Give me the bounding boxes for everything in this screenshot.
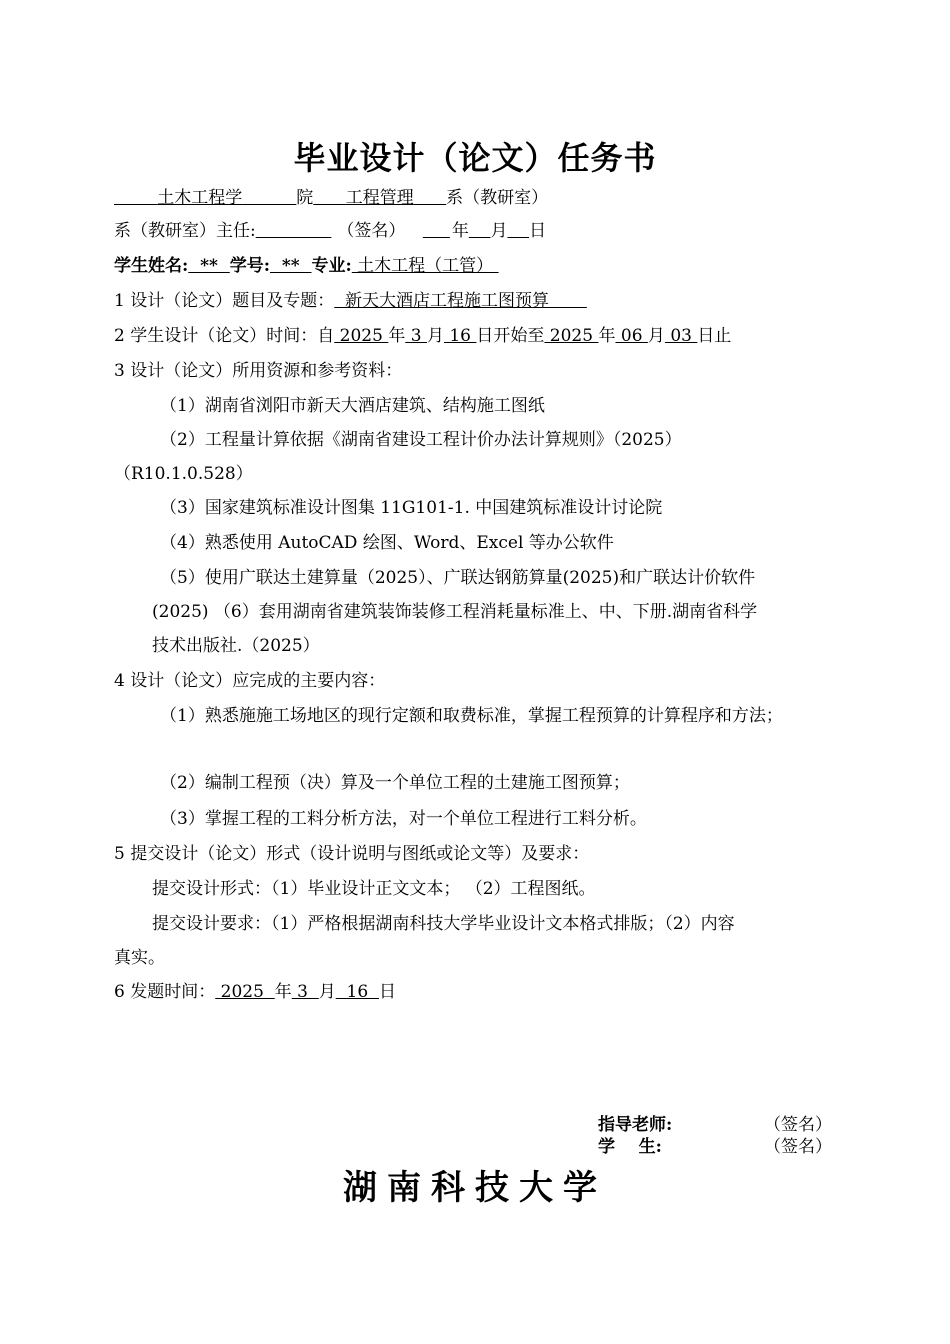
section-5-label: 5 提交设计（论文）形式（设计说明与图纸或论文等）及要求： (114, 844, 590, 864)
director-month-label: 月 (490, 221, 508, 241)
college-dept-line (114, 187, 548, 209)
start-day-text: 日开始至 (476, 326, 545, 346)
section-1-line (114, 290, 587, 312)
student-sign-note: （签名） (764, 1137, 832, 1157)
issue-day-label: 日 (379, 982, 396, 1002)
student-sign-label: 学 生: (598, 1137, 662, 1157)
submission-requirements-continuation: 真实。 (114, 948, 165, 968)
advisor-label: 指导老师: (598, 1115, 673, 1135)
director-year-label: 年 (451, 221, 469, 241)
section-3-label: 3 设计（论文）所用资源和参考资料： (114, 361, 403, 381)
college-suffix: 院 (296, 188, 314, 208)
end-month: 06 (615, 326, 648, 346)
director-year-blank (423, 221, 450, 241)
director-sign-note: （签名） (337, 221, 406, 241)
content-item: （2）编制工程预（决）算及一个单位工程的土建施工图预算； (160, 773, 630, 793)
submission-requirements: 提交设计要求：（1）严格根据湖南科技大学毕业设计文本格式排版；（2）内容 (152, 914, 735, 934)
director-label: 系（教研室）主任: (114, 221, 256, 241)
student-info-line (114, 255, 499, 277)
thesis-topic: 新天大酒店工程施工图预算 (334, 291, 587, 311)
student-id-label: 学号: (229, 256, 271, 276)
director-day-label: 日 (529, 221, 547, 241)
advisor-sign-note: （签名） (764, 1115, 832, 1135)
major-value: 土木工程（工管） (351, 256, 499, 276)
section-4-label: 4 设计（论文）应完成的主要内容： (114, 671, 386, 691)
issue-year-label: 年 (274, 982, 292, 1002)
issue-year: 2025 (215, 982, 275, 1002)
start-year: 2025 (334, 326, 389, 346)
college-lead-blank (114, 188, 157, 208)
resource-item-continuation: （R10.1.0.528） (114, 464, 253, 484)
end-year-label: 年 (598, 326, 616, 346)
content-item: （1）熟悉施施工场地区的现行定额和取费标准，掌握工程预算的计算程序和方法； (160, 706, 783, 726)
director-line (114, 220, 546, 242)
end-month-label: 月 (647, 326, 665, 346)
director-signature-blank (256, 221, 332, 241)
resource-item: （3）国家建筑标准设计图集 11G101-1. 中国建筑标准设计讨论院 (160, 498, 663, 518)
department-suffix: 系（教研室） (446, 188, 549, 208)
start-month: 3 (405, 326, 427, 346)
resource-item: （1）湖南省浏阳市新天大酒店建筑、结构施工图纸 (160, 396, 545, 416)
director-day-blank (507, 221, 529, 241)
start-year-label: 年 (388, 326, 406, 346)
section-6-label: 6 发题时间： (114, 982, 216, 1002)
section-6-line (114, 981, 396, 1003)
end-day: 03 (664, 326, 698, 346)
university-name: 湖南科技大学 (343, 1168, 607, 1208)
content-item: （3）掌握工程的工料分析方法，对一个单位工程进行工料分析。 (160, 809, 647, 829)
major-label: 专业: (311, 256, 352, 276)
department-name: 工程管理 (345, 188, 414, 208)
issue-day: 16 (335, 982, 379, 1002)
resource-item-continuation: 技术出版社.（2025） (152, 636, 320, 656)
college-trail-blank (242, 188, 296, 208)
start-day: 16 (443, 326, 477, 346)
submission-form: 提交设计形式：（1）毕业设计正文文本； （2）工程图纸。 (152, 879, 596, 899)
section-2-label: 2 学生设计（论文）时间：自 (114, 326, 335, 346)
dept-lead-blank (313, 188, 345, 208)
document-title: 毕业设计（论文）任务书 (293, 139, 657, 177)
student-name-label: 学生姓名: (114, 256, 189, 276)
college-name: 土木工程学 (157, 188, 243, 208)
end-day-text: 日止 (697, 326, 732, 346)
start-month-label: 月 (426, 326, 444, 346)
director-month-blank (469, 221, 491, 241)
issue-month-label: 月 (318, 982, 336, 1002)
resource-item: （2）工程量计算依据《湖南省建设工程计价办法计算规则》（2025） (160, 430, 682, 450)
section-1-label: 1 设计（论文）题目及专题： (114, 291, 335, 311)
resource-item: （4）熟悉使用 AutoCAD 绘图、Word、Excel 等办公软件 (160, 533, 614, 553)
resource-item: （5）使用广联达土建算量（2025）、广联达钢筋算量(2025)和广联达计价软件 (160, 568, 756, 588)
student-id-value: ** (270, 256, 312, 276)
end-year: 2025 (544, 326, 599, 346)
dept-trail-blank (414, 188, 446, 208)
section-2-line (114, 325, 731, 347)
resource-item: (2025) （6）套用湖南省建筑装饰装修工程消耗量标准上、中、下册.湖南省科学 (152, 602, 758, 622)
issue-month: 3 (291, 982, 319, 1002)
student-name-value: ** (188, 256, 230, 276)
